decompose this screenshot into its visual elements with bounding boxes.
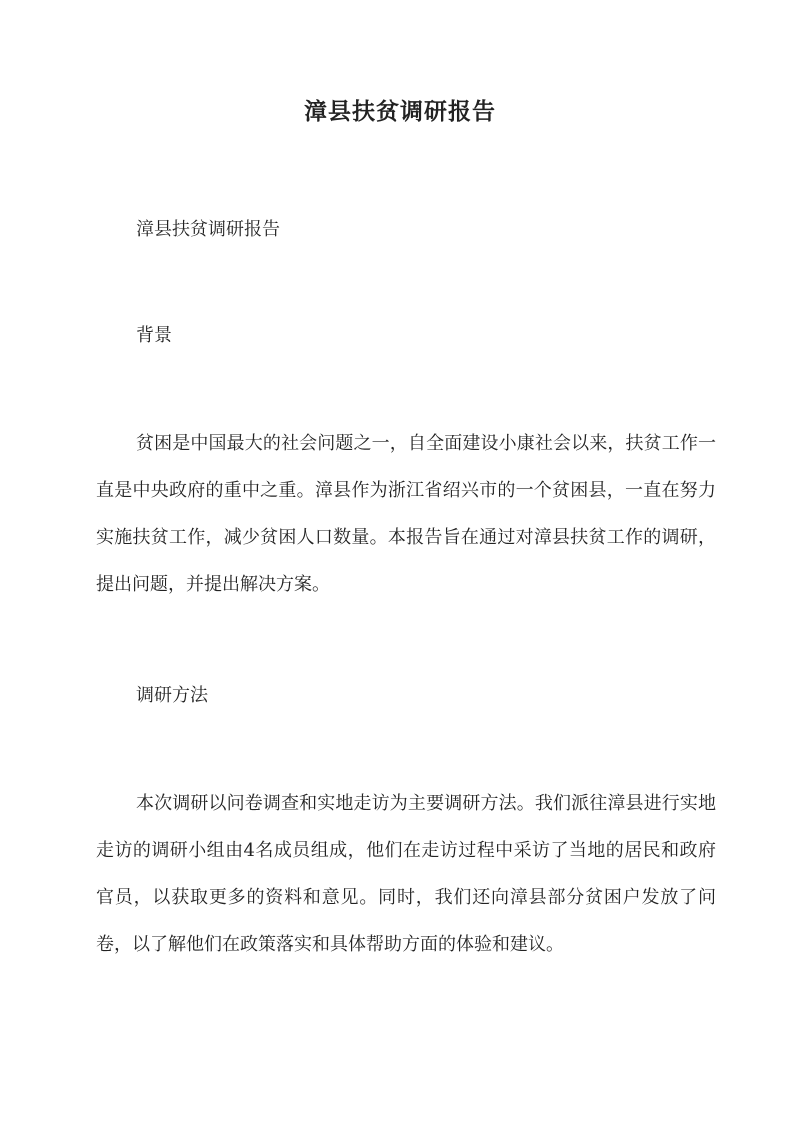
section-paragraph-method: 本次调研以问卷调查和实地走访为主要调研方法。我们派往漳县进行实地走访的调研小组由4名成员组成，他们在走访过程中采访了当地的居民和政府官员，以获取更多的资料和意见。同时，我们还向漳县部分贫困户发放了问卷，以了解他们在政策落实和具体帮助方面的体验和建议。 xyxy=(96,793,716,955)
document-title: 漳县扶贫调研报告 xyxy=(304,98,496,125)
document-subtitle: 漳县扶贫调研报告 xyxy=(136,219,280,240)
section-heading-method: 调研方法 xyxy=(136,685,208,706)
section-heading-background: 背景 xyxy=(136,325,172,346)
section-paragraph-background: 贫困是中国最大的社会问题之一，自全面建设小康社会以来，扶贫工作一直是中央政府的重中之重。漳县作为浙江省绍兴市的一个贫困县，一直在努力实施扶贫工作，减少贫困人口数量。本报告旨在通过对漳县扶贫工作的调研，提出问题，并提出解决方案。 xyxy=(96,433,716,595)
